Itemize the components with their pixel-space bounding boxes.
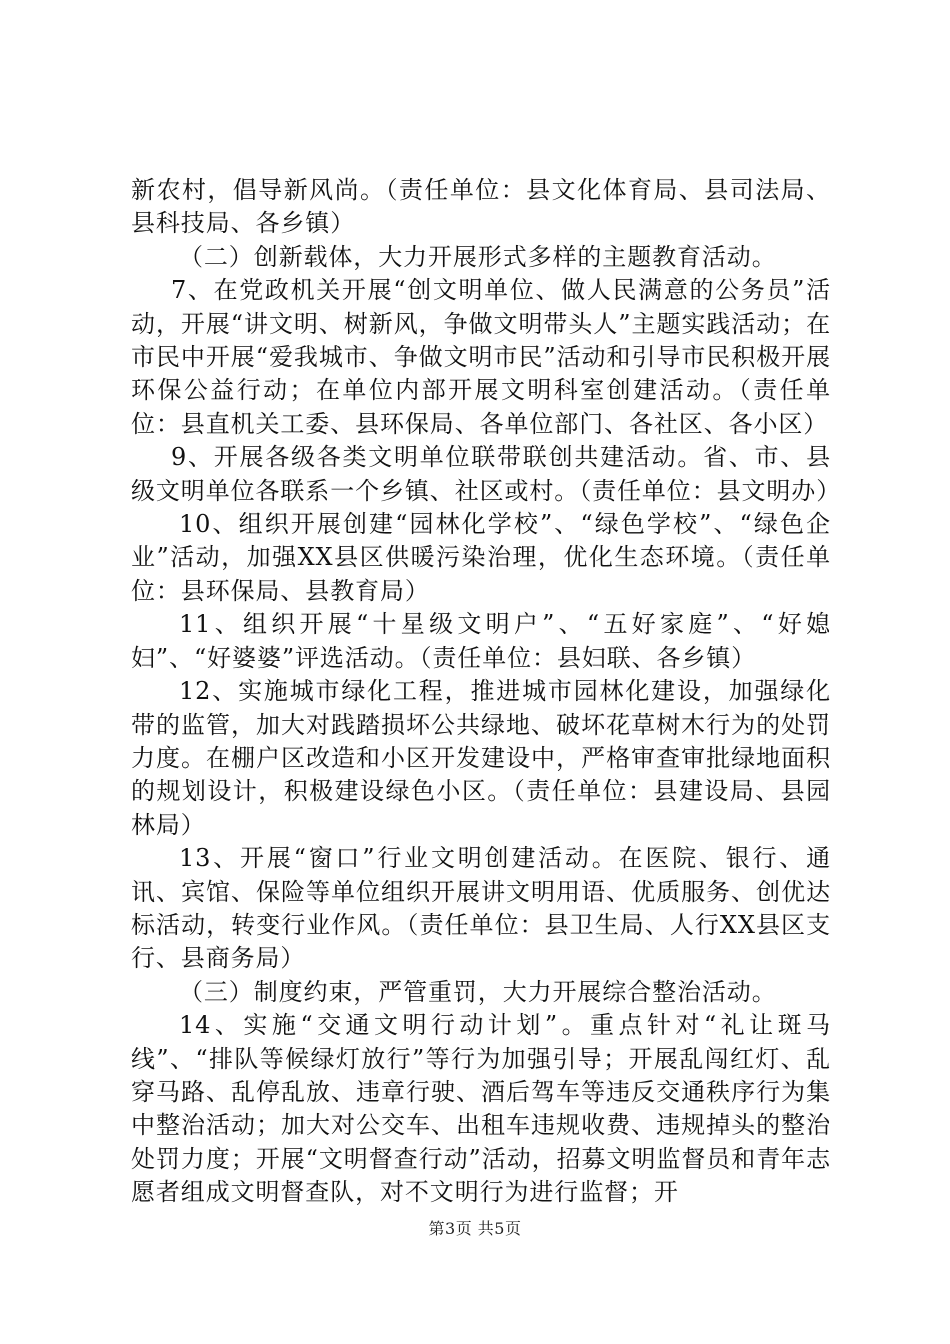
section-heading-2: （二）创新载体，大力开展形式多样的主题教育活动。 <box>179 242 777 271</box>
paragraph-item-7: 7、在党政机关开展“创文明单位、做人民满意的公务员”活动，开展“讲文明、树新风，争做文明带头人”主题实践活动；在市民中开展“爱我城市、争做文明市民”活动和引导市民积极开展环保公益行动；在单位内部开展文明科室创建活动。（责任单位：县直机关工委、县环保局、各单位部门、各社区、各小区） <box>131 276 831 438</box>
section-heading-3: （三）制度约束，严管重罚，大力开展综合整治活动。 <box>179 977 777 1006</box>
paragraph-continuation: 新农村，倡导新风尚。（责任单位：县文化体育局、县司法局、县科技局、各乡镇） <box>131 176 831 238</box>
paragraph-item-9: 9、开展各级各类文明单位联带联创共建活动。省、市、县级文明单位各联系一个乡镇、社区或村。（责任单位：县文明办） <box>131 443 842 505</box>
page-number-footer: 第3页 共5页 <box>428 1219 522 1238</box>
paragraph-item-12: 12、实施城市绿化工程，推进城市园林化建设，加强绿化带的监管，加大对践踏损坏公共绿地、破坏花草树木行为的处罚力度。在棚户区改造和小区开发建设中，严格审查审批绿地面积的规划设计，积极建设绿色小区。（责任单位：县建设局、县园林局） <box>131 677 831 839</box>
paragraph-item-13: 13、开展“窗口”行业文明创建活动。在医院、银行、通讯、宾馆、保险等单位组织开展讲文明用语、优质服务、创优达标活动，转变行业作风。（责任单位：县卫生局、人行XX县区支行、县商务局） <box>131 844 831 973</box>
paragraph-item-11: 11、组织开展“十星级文明户”、“五好家庭”、“好媳妇”、“好婆婆”评选活动。（责任单位：县妇联、各乡镇） <box>131 610 831 672</box>
paragraph-item-10: 10、组织开展创建“园林化学校”、“绿色学校”、“绿色企业”活动，加强XX县区供暖污染治理，优化生态环境。（责任单位：县环保局、县教育局） <box>131 510 831 605</box>
paragraph-item-14: 14、实施“交通文明行动计划”。重点针对“礼让斑马线”、“排队等候绿灯放行”等行为加强引导；开展乱闯红灯、乱穿马路、乱停乱放、违章行驶、酒后驾车等违反交通秩序行为集中整治活动；加大对公交车、出租车违规收费、违规掉头的整治处罚力度；开展“文明督查行动”活动，招募文明监督员和青年志愿者组成文明督查队，对不文明行为进行监督；开 <box>131 1011 831 1207</box>
document-body <box>131 174 842 1210</box>
